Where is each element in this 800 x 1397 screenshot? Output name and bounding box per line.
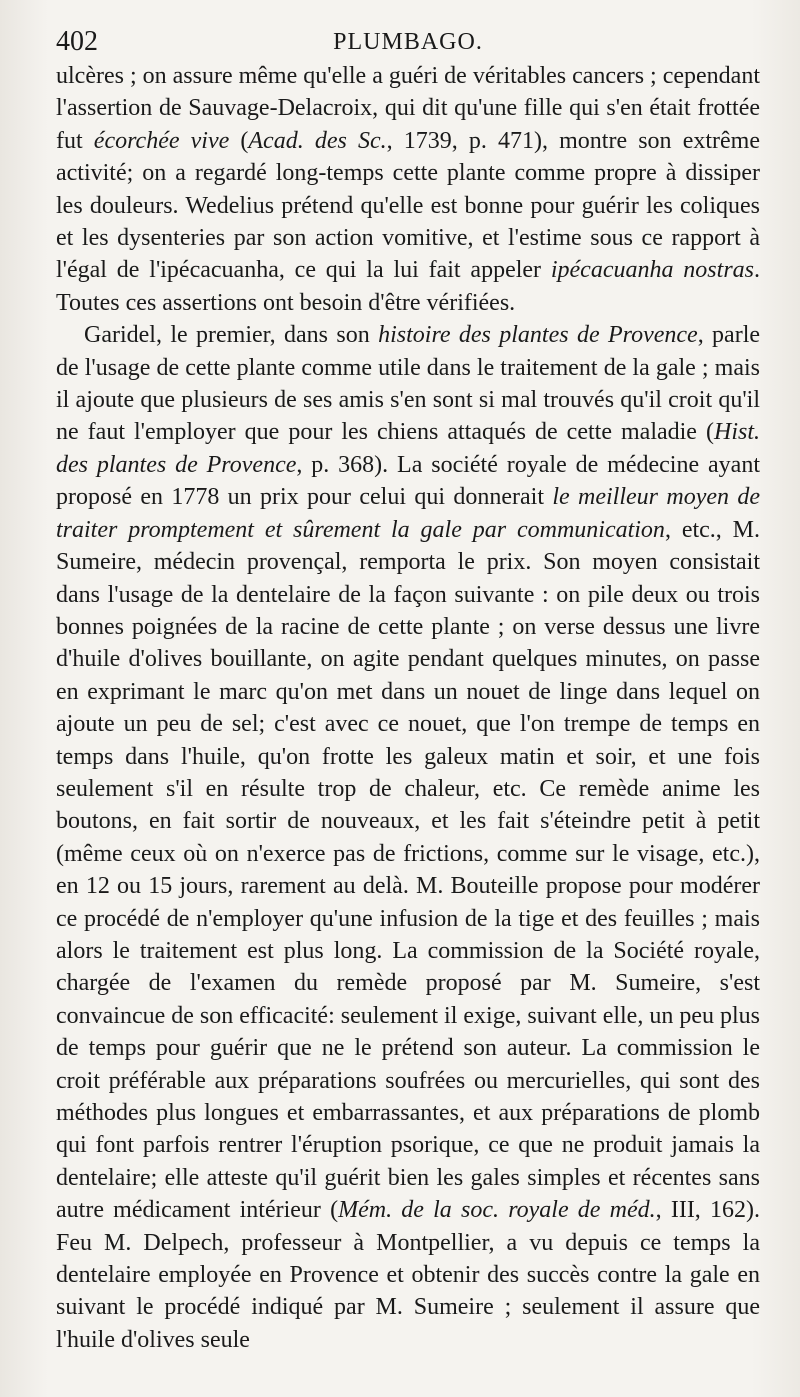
paragraph-1 [56, 60, 760, 319]
running-head [56, 24, 760, 60]
text-run: Garidel, le premier, dans son [84, 322, 379, 349]
text-run: ( [229, 127, 249, 154]
italic-run: le meilleur moyen de traiter promptement et sûrement la gale par communication [56, 484, 760, 543]
text-run: . Toutes ces assertions ont besoin d'être vérifiées. [56, 257, 760, 316]
paragraph-2 [56, 319, 760, 1356]
text-run: , III, 162). Feu M. Delpech, professeur à Montpellier, a vu depuis ce temps la dentelaire employée en Provence et obtenir des succès contre la gale en suivant le procédé indiqué par M. Sumeire ; seulement il assure que l'huile d'olives seule [56, 1197, 760, 1353]
page-number: 402 [56, 26, 98, 57]
running-title: PLUMBAGO. [333, 29, 483, 55]
italic-run: histoire des plantes de Provence [378, 322, 698, 349]
italic-run: Hist. des plantes de Provence [56, 419, 760, 478]
text-run: , etc., M. Sumeire, médecin provençal, remporta le prix. Son moyen consistait dans l'usage de la dentelaire de la façon suivante : on pile deux ou trois bonnes poignées de la racine de cette plante ; on verse dessus une livre d'huile d'olives bouillante, on agite pendant quelques minutes, on passe en exprimant le marc qu'on met dans un nouet de linge dans lequel on ajoute un peu de sel; c'est avec ce nouet, que l'on trempe de temps en temps dans l'huile, qu'on frotte les galeux matin et soir, et une fois seulement s'il en résulte trop de chaleur, etc. Ce remède anime les boutons, en fait sortir de nouveaux, et les fait s'éteindre petit à petit (même ceux où on n'exerce pas de frictions, comme sur le visage, etc.), en 12 ou 15 jours, rarement au delà. M. Bouteille propose pour modérer ce procédé de n'employer qu'une infusion de la tige et des feuilles ; mais alors le traitement est plus long. La commission de la Société royale, chargée de l'examen du remède proposé par M. Sumeire, s'est convaincue de son efficacité: seulement il exige, suivant elle, un peu plus de temps pour guérir que ne le prétend son auteur. La commission le croit préférable aux préparations soufrées ou mercurielles, qui sont des méthodes plus longues et embarrassantes, et aux préparations de plomb qui font parfois rentrer l'éruption psorique, ce que ne produit jamais la dentelaire; elle atteste qu'il guérit bien les gales simples et récentes sans autre médicament intérieur ( [56, 516, 760, 1224]
text-run: , p. 368). La société royale de médecine ayant proposé en 1778 un prix pour celui qui donnerait [56, 451, 760, 511]
italic-run: écorchée vive [93, 127, 230, 154]
italic-run: ipécacuanha nostras [550, 257, 754, 284]
text-run: ulcères ; on assure même qu'elle a guéri de véritables cancers ; cependant l'assertion de Sauvage-Delacroix, qui dit qu'une fille qui s'en était frottée fut [56, 63, 761, 154]
text-run: , 1739, p. 471), montre son extrême activité; on a regardé long-temps cette plante comme propre à dissiper les douleurs. Wedelius prétend qu'elle est bonne pour guérir les coliques et les dysenteries par son action vomitive, et l'estime sous ce rapport à l'égal de l'ipécacuanha, ce qui la lui fait appeler [56, 127, 760, 284]
italic-run: Acad. des Sc. [248, 127, 387, 154]
body-text [56, 60, 760, 1356]
italic-run: Mém. de la soc. royale de méd. [338, 1197, 656, 1224]
text-run: , parle de l'usage de cette plante comme utile dans le traitement de la gale ; mais il ajoute que plusieurs de ses amis s'en sont si mal trouvés qu'il croit qu'il ne faut l'employer que pour les chiens attaqués de cette maladie ( [56, 322, 761, 446]
